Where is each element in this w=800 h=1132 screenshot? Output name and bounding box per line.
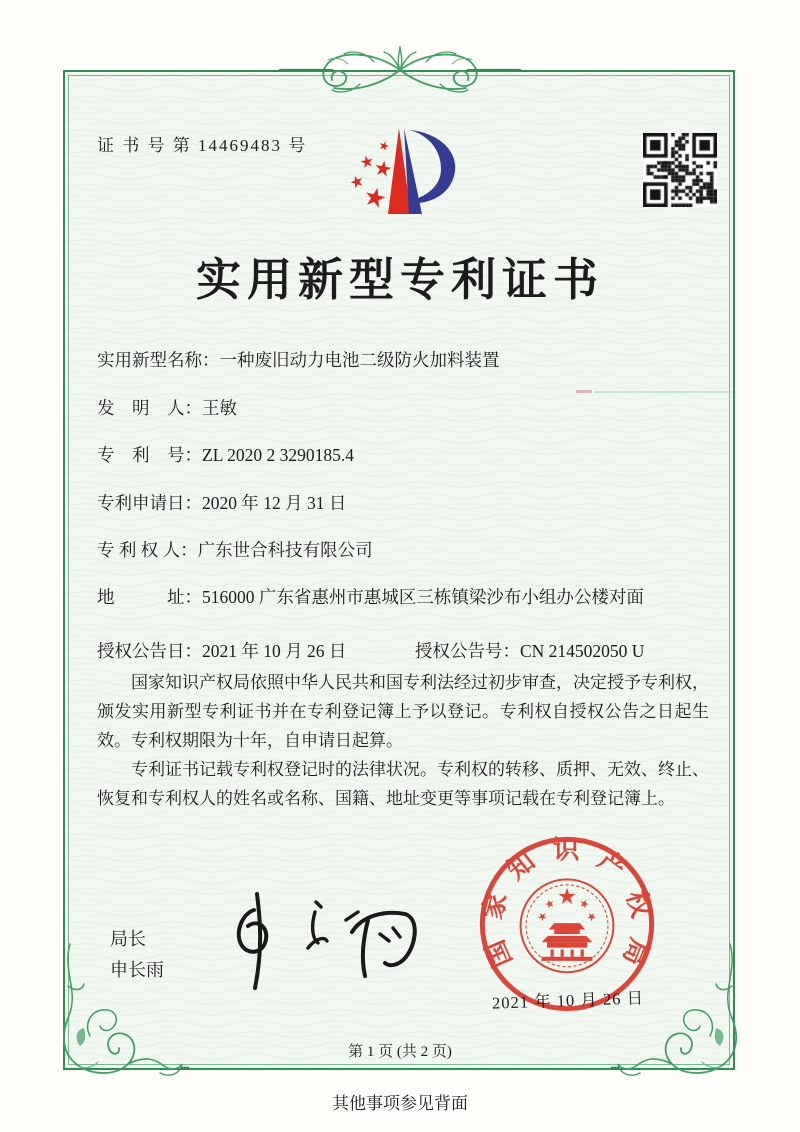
legal-paragraph-2: 专利证书记载专利权登记时的法律状况。专利权的转移、质押、无效、终止、恢复和专利权人的姓名或名称、国籍、地址变更等事项记载在专利登记簿上。: [97, 760, 709, 808]
seal-date: 2021 年 10 月 26 日: [491, 988, 645, 1013]
certificate-title: 实用新型专利证书: [195, 255, 604, 305]
field-value: 一种废旧动力电池二级防火加料装置: [219, 350, 500, 370]
grant-date-value: 2021 年 10 月 26 日: [202, 641, 347, 661]
field-value: 王敏: [202, 398, 237, 418]
field-label: 发 明 人：: [97, 398, 202, 418]
field-value: 516000 广东省惠州市惠城区三栋镇梁沙布小组办公楼对面: [202, 587, 644, 607]
national-emblem: [521, 879, 614, 972]
field-row-utility-model-name: [97, 347, 723, 373]
back-side-note: 其他事项参见背面: [332, 1094, 468, 1113]
field-value: ZL 2020 2 3290185.4: [202, 445, 354, 465]
scan-artifact: [576, 390, 592, 393]
field-row-patent-number: [97, 442, 723, 468]
signer-name: 申长雨: [110, 960, 164, 980]
field-row-filing-date: [97, 490, 723, 516]
page-indicator: 第 1 页 (共 2 页): [348, 1044, 452, 1060]
seal-ring-text: 国家知识产权局: [476, 834, 657, 972]
field-value: 2020 年 12 月 31 日: [202, 493, 347, 513]
director-signature-icon: [212, 886, 430, 994]
field-label: 专 利 号：: [97, 445, 202, 465]
field-label: 专 利 权 人：: [97, 540, 198, 560]
svg-text:国家知识产权局: [477, 834, 657, 971]
grant-number-group: [415, 638, 644, 663]
certificate-number: 证 书 号 第 14469483 号: [97, 136, 308, 155]
field-row-address: [97, 584, 723, 610]
scan-artifact: [594, 391, 732, 393]
top-flourish-ornament: [278, 42, 522, 98]
cnipa-logo-icon: [338, 124, 462, 232]
field-row-inventor: [97, 395, 723, 421]
grant-date-label: 授权公告日：: [97, 641, 202, 661]
grant-number-value: CN 214502050 U: [520, 641, 645, 661]
qr-code: [643, 133, 717, 207]
legal-paragraph-1: 国家知识产权局依照中华人民共和国专利法经过初步审查，决定授予专利权，颁发实用新型专利证书并在专利登记簿上予以登记。专利权自授权公告之日起生效。专利权期限为十年，自申请日起算。: [97, 673, 709, 750]
field-label: 地 址：: [97, 587, 202, 607]
field-label: 实用新型名称：: [97, 350, 220, 370]
legal-text-block: [97, 668, 709, 813]
grant-row: [97, 638, 723, 663]
signer-title: 局长: [110, 929, 146, 949]
field-value: 广东世合科技有限公司: [197, 540, 373, 560]
field-row-patentee: [97, 537, 723, 563]
grant-number-label: 授权公告号：: [415, 641, 520, 661]
signer-block: [110, 924, 164, 986]
field-label: 专利申请日：: [97, 493, 202, 513]
